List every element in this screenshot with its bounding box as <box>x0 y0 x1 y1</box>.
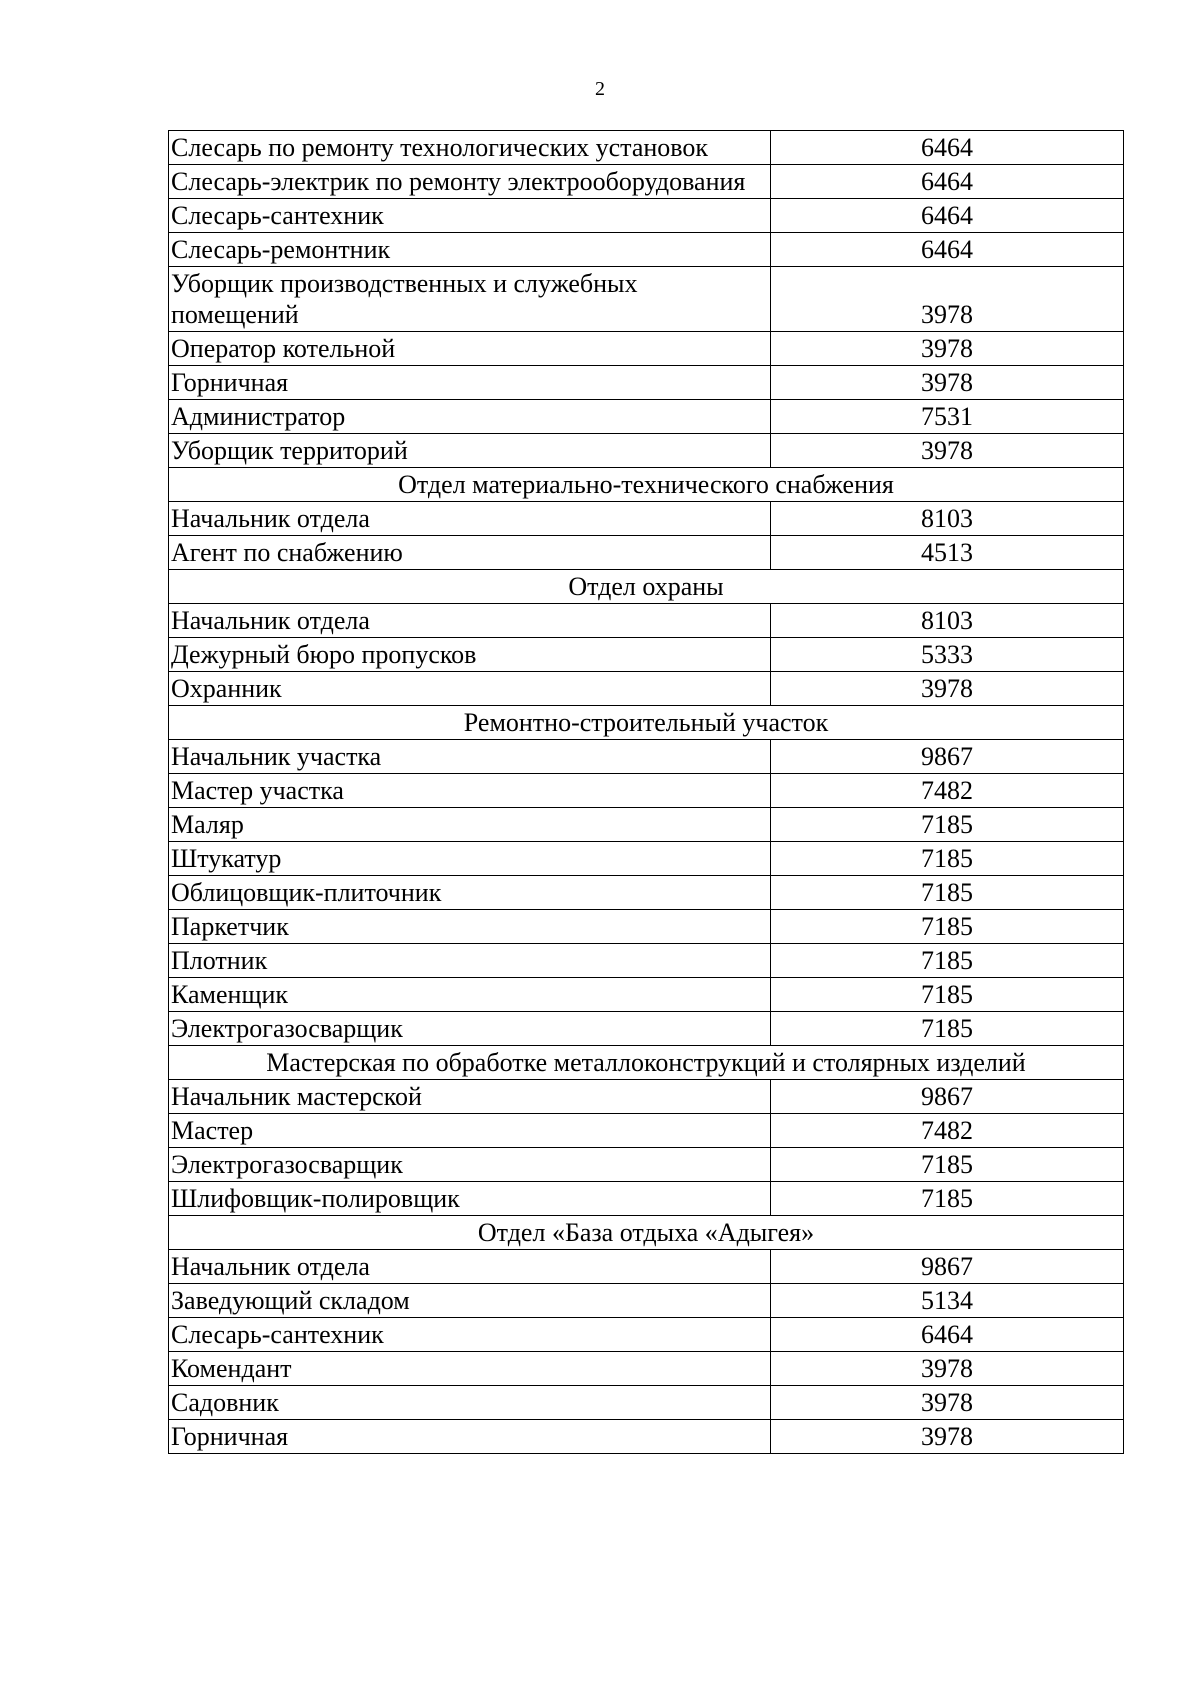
salary-value: 3978 <box>771 1420 1124 1454</box>
position-name: Электрогазосварщик <box>169 1148 771 1182</box>
position-name: Электрогазосварщик <box>169 1012 771 1046</box>
table-row <box>169 1080 1124 1114</box>
salary-value: 7185 <box>771 978 1124 1012</box>
salary-value: 7185 <box>771 1182 1124 1216</box>
salary-value: 9867 <box>771 1250 1124 1284</box>
position-name: Уборщик производственных и служебных помещений <box>169 267 771 332</box>
section-title: Отдел материально-технического снабжения <box>169 468 1124 502</box>
position-name: Паркетчик <box>169 910 771 944</box>
salary-value: 3978 <box>771 332 1124 366</box>
section-title: Ремонтно-строительный участок <box>169 706 1124 740</box>
salary-value: 7185 <box>771 876 1124 910</box>
position-name: Слесарь-электрик по ремонту электрооборудования <box>169 165 771 199</box>
salary-value: 6464 <box>771 131 1124 165</box>
salary-value: 7531 <box>771 400 1124 434</box>
position-name: Дежурный бюро пропусков <box>169 638 771 672</box>
table-row <box>169 1148 1124 1182</box>
table-row <box>169 978 1124 1012</box>
position-name: Уборщик территорий <box>169 434 771 468</box>
section-title: Отдел охраны <box>169 570 1124 604</box>
salary-value: 3978 <box>771 434 1124 468</box>
position-name: Охранник <box>169 672 771 706</box>
table-row <box>169 366 1124 400</box>
section-header-row <box>169 570 1124 604</box>
table-row <box>169 910 1124 944</box>
table-row <box>169 434 1124 468</box>
position-name: Облицовщик-плиточник <box>169 876 771 910</box>
salary-value: 9867 <box>771 1080 1124 1114</box>
page-number: 2 <box>595 78 605 100</box>
position-name: Мастер <box>169 1114 771 1148</box>
salary-value: 9867 <box>771 740 1124 774</box>
salary-value: 7185 <box>771 808 1124 842</box>
salary-value: 7185 <box>771 944 1124 978</box>
salary-value: 3978 <box>771 267 1124 332</box>
table-row <box>169 199 1124 233</box>
position-name: Начальник отдела <box>169 604 771 638</box>
salary-value: 4513 <box>771 536 1124 570</box>
table-row <box>169 774 1124 808</box>
salary-value: 8103 <box>771 502 1124 536</box>
position-name: Каменщик <box>169 978 771 1012</box>
table-row <box>169 1182 1124 1216</box>
section-header-row <box>169 468 1124 502</box>
salary-value: 6464 <box>771 199 1124 233</box>
table-row <box>169 400 1124 434</box>
position-name: Комендант <box>169 1352 771 1386</box>
salary-value: 3978 <box>771 672 1124 706</box>
table-row <box>169 1352 1124 1386</box>
table-row <box>169 1012 1124 1046</box>
position-name: Слесарь-сантехник <box>169 1318 771 1352</box>
position-name: Администратор <box>169 400 771 434</box>
salary-table-body <box>169 131 1124 1454</box>
position-name: Начальник отдела <box>169 1250 771 1284</box>
position-name: Начальник мастерской <box>169 1080 771 1114</box>
salary-value: 6464 <box>771 1318 1124 1352</box>
salary-value: 7185 <box>771 1148 1124 1182</box>
salary-value: 3978 <box>771 366 1124 400</box>
table-row <box>169 876 1124 910</box>
position-name: Оператор котельной <box>169 332 771 366</box>
salary-value: 7482 <box>771 1114 1124 1148</box>
salary-value: 3978 <box>771 1352 1124 1386</box>
table-row <box>169 536 1124 570</box>
table-row <box>169 332 1124 366</box>
position-name: Начальник участка <box>169 740 771 774</box>
table-row <box>169 131 1124 165</box>
section-header-row <box>169 1046 1124 1080</box>
table-row <box>169 267 1124 332</box>
table-row <box>169 944 1124 978</box>
salary-value: 7185 <box>771 910 1124 944</box>
position-name: Маляр <box>169 808 771 842</box>
position-name: Горничная <box>169 1420 771 1454</box>
salary-value: 7185 <box>771 1012 1124 1046</box>
position-name: Агент по снабжению <box>169 536 771 570</box>
salary-value: 8103 <box>771 604 1124 638</box>
position-name: Слесарь-сантехник <box>169 199 771 233</box>
position-name: Плотник <box>169 944 771 978</box>
table-row <box>169 604 1124 638</box>
salary-table <box>168 130 1124 1454</box>
table-row <box>169 740 1124 774</box>
position-name: Начальник отдела <box>169 502 771 536</box>
salary-value: 5333 <box>771 638 1124 672</box>
table-row <box>169 233 1124 267</box>
table-row <box>169 1284 1124 1318</box>
position-name: Слесарь-ремонтник <box>169 233 771 267</box>
position-name: Мастер участка <box>169 774 771 808</box>
position-name: Штукатур <box>169 842 771 876</box>
position-name: Слесарь по ремонту технологических установок <box>169 131 771 165</box>
table-row <box>169 1114 1124 1148</box>
salary-value: 3978 <box>771 1386 1124 1420</box>
table-row <box>169 1250 1124 1284</box>
salary-value: 6464 <box>771 233 1124 267</box>
salary-value: 7185 <box>771 842 1124 876</box>
table-row <box>169 1318 1124 1352</box>
table-row <box>169 1386 1124 1420</box>
position-name: Садовник <box>169 1386 771 1420</box>
salary-value: 7482 <box>771 774 1124 808</box>
section-title: Отдел «База отдыха «Адыгея» <box>169 1216 1124 1250</box>
section-title: Мастерская по обработке металлоконструкций и столярных изделий <box>169 1046 1124 1080</box>
table-row <box>169 808 1124 842</box>
table-row <box>169 1420 1124 1454</box>
table-row <box>169 842 1124 876</box>
table-row <box>169 638 1124 672</box>
position-name: Горничная <box>169 366 771 400</box>
salary-value: 5134 <box>771 1284 1124 1318</box>
section-header-row <box>169 706 1124 740</box>
table-row <box>169 672 1124 706</box>
salary-value: 6464 <box>771 165 1124 199</box>
position-name: Заведующий складом <box>169 1284 771 1318</box>
table-row <box>169 165 1124 199</box>
table-row <box>169 502 1124 536</box>
section-header-row <box>169 1216 1124 1250</box>
position-name: Шлифовщик-полировщик <box>169 1182 771 1216</box>
